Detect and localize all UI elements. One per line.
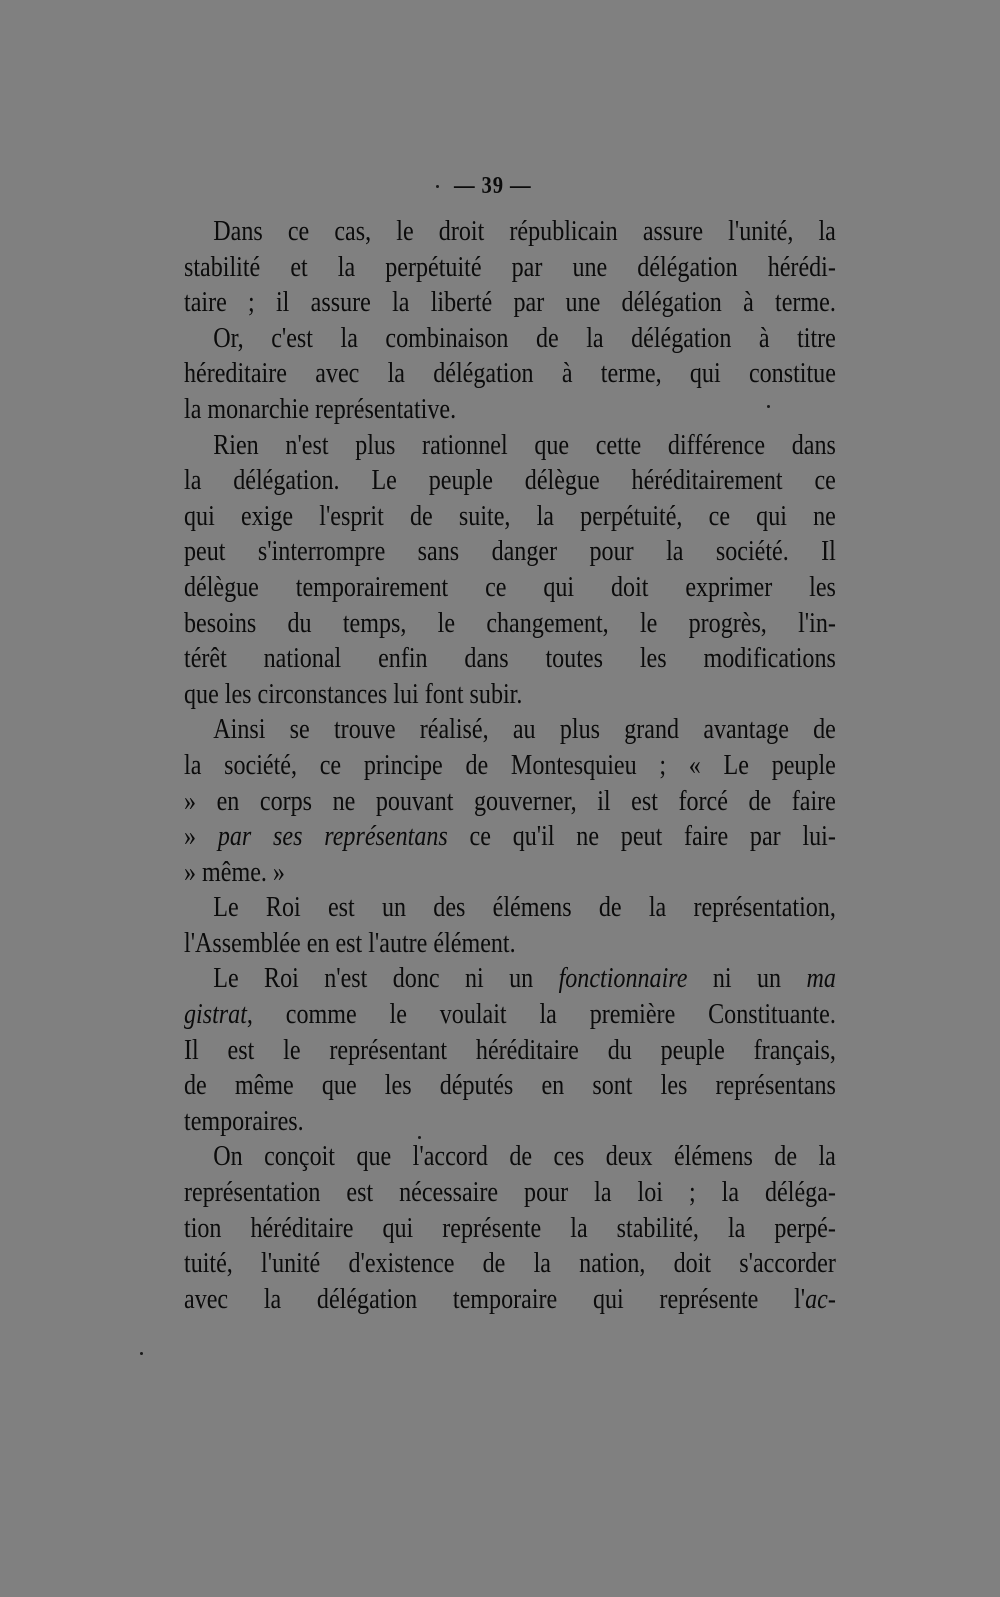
text-line: Dans ce cas, le droit républicain assure l'unité, la <box>213 216 836 247</box>
paragraph-1 <box>184 214 836 321</box>
text-line <box>184 997 836 1033</box>
paragraph-3 <box>184 428 836 713</box>
text-line: tuité, l'unité d'existence de la nation, doit s'accorder <box>184 1248 836 1280</box>
text-line: On conçoit que l'accord de ces deux élémens de la <box>213 1141 836 1173</box>
text-line: que les circonstances lui font subir. <box>184 678 523 710</box>
text-fragment: , comme le voulait la première Constituante. <box>246 999 836 1031</box>
text-line: héreditaire avec la délégation à terme, qui constitue <box>184 358 836 390</box>
text-line: délègue temporairement ce qui doit exprimer les <box>184 571 836 603</box>
text-line: temporaires. <box>184 1105 304 1137</box>
text-line <box>184 1282 836 1318</box>
text-line: térêt national enfin dans toutes les modifications <box>184 643 836 675</box>
text-line <box>184 819 836 855</box>
text-line: besoins du temps, le changement, le progrès, l'in- <box>184 607 836 639</box>
italic-word: fonctionnaire <box>558 963 688 995</box>
text-line: » même. » <box>184 856 285 888</box>
text-line: la délégation. Le peuple délègue héréditairement ce <box>184 465 836 497</box>
text-fragment: ni un <box>687 963 807 995</box>
text-line: de même que les députés en sont les représentans <box>184 1070 836 1102</box>
italic-phrase: par ses représentans <box>217 821 448 853</box>
italic-word: ac- <box>805 1283 836 1315</box>
text-line: taire ; il assure la liberté par une délégation à terme. <box>184 287 836 319</box>
text-line: Ainsi se trouve réalisé, au plus grand avantage de <box>213 714 836 746</box>
text-line: la société, ce principe de Montesquieu ; « Le peuple <box>184 749 836 781</box>
page-text <box>184 168 836 1317</box>
text-fragment: ce qu'il ne peut faire par lui- <box>447 821 836 853</box>
text-line: Or, c'est la combinaison de la délégation à titre <box>213 322 836 354</box>
italic-word: gistrat <box>184 999 247 1031</box>
print-speck <box>140 1352 143 1355</box>
quote-mark: » <box>184 821 218 853</box>
italic-word: ma <box>806 963 836 995</box>
text-line: tion héréditaire qui représente la stabilité, la perpé- <box>184 1212 836 1244</box>
paragraph-6 <box>184 961 836 1139</box>
text-line: peut s'interrompre sans danger pour la société. Il <box>184 536 836 568</box>
paragraph-5 <box>184 890 836 961</box>
page-number: — 39 — <box>454 173 532 199</box>
text-line: Le Roi est un des élémens de la représentation, <box>213 892 836 924</box>
text-line <box>184 961 836 997</box>
paragraph-7 <box>184 1139 836 1317</box>
print-speck <box>418 1136 421 1139</box>
text-line: représentation est nécessaire pour la loi ; la déléga- <box>184 1177 836 1209</box>
text-line: » en corps ne pouvant gouverner, il est forcé de faire <box>184 785 836 817</box>
text-fragment: avec la délégation temporaire qui représente l' <box>184 1283 806 1315</box>
text-line: l'Assemblée en est l'autre élément. <box>184 927 516 959</box>
text-line: qui exige l'esprit de suite, la perpétuité, ce qui ne <box>184 500 836 532</box>
text-fragment: Le Roi n'est donc ni un <box>213 963 559 995</box>
text-line: la monarchie représentative. <box>184 393 457 425</box>
print-speck <box>767 405 770 408</box>
print-speck <box>436 185 439 188</box>
text-line: stabilité et la perpétuité par une délégation hérédi- <box>184 251 836 283</box>
text-line: Il est le représentant héréditaire du peuple français, <box>184 1034 836 1066</box>
paragraph-4 <box>184 712 836 890</box>
text-line: Rien n'est plus rationnel que cette différence dans <box>213 429 836 461</box>
paragraph-2 <box>184 321 836 428</box>
